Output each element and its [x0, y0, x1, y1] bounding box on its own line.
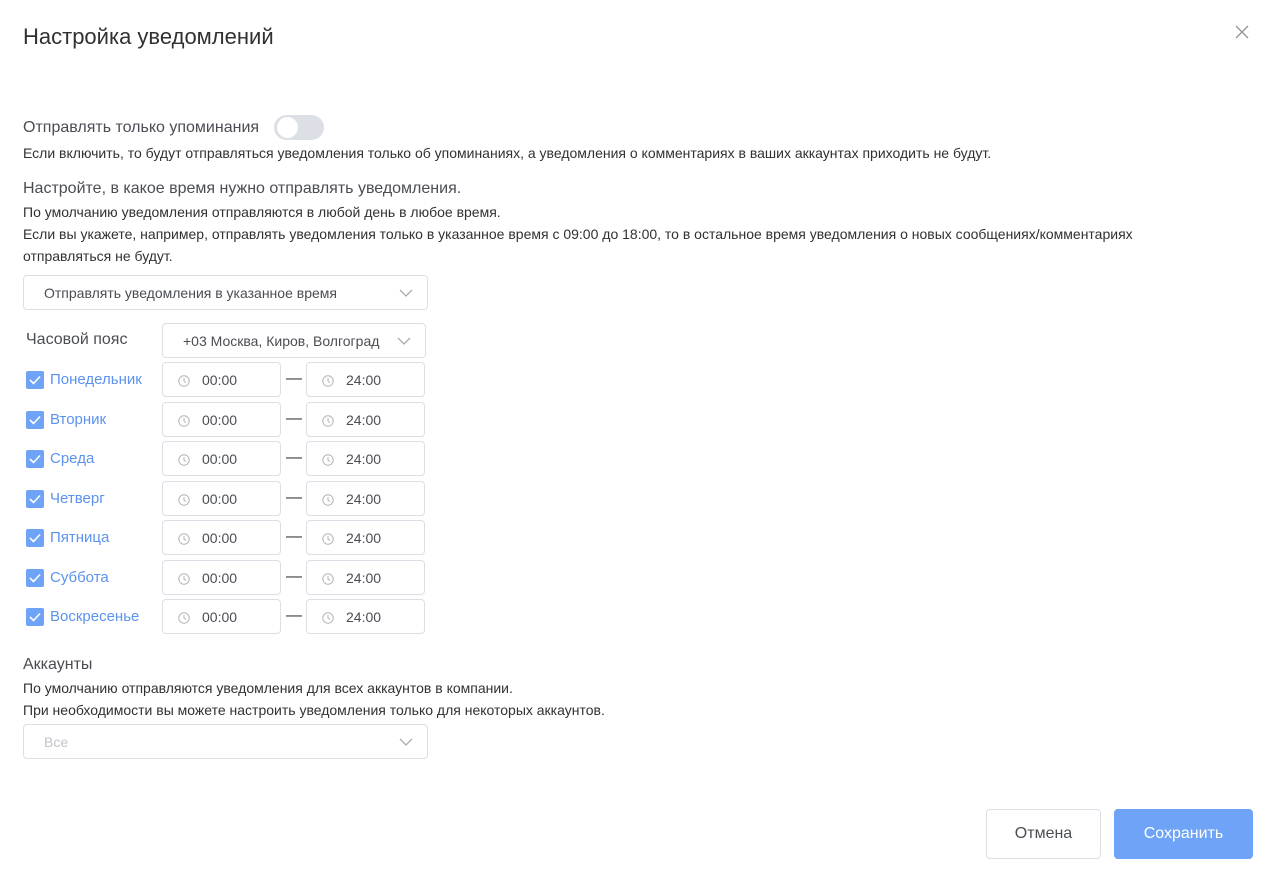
mentions-row: [23, 115, 324, 140]
chevron-down-icon: [399, 738, 427, 746]
clock-icon: [178, 493, 190, 505]
day-checkbox-row[interactable]: [26, 520, 109, 555]
close-icon[interactable]: [1234, 24, 1250, 40]
time-range-dash: —: [286, 489, 302, 506]
time-from-input[interactable]: [162, 520, 281, 555]
clock-icon: [322, 453, 334, 465]
chevron-down-icon: [397, 337, 425, 345]
mentions-toggle[interactable]: [274, 115, 324, 140]
time-from-value: 00:00: [202, 529, 238, 546]
time-to-value: 24:00: [346, 450, 382, 467]
time-range-dash: —: [286, 607, 302, 624]
chevron-down-icon: [399, 289, 427, 297]
time-from-value: 00:00: [202, 490, 238, 507]
checkbox-checked-icon[interactable]: [26, 411, 44, 429]
clock-icon: [322, 532, 334, 544]
accounts-select[interactable]: [23, 724, 428, 759]
time-to-input[interactable]: [306, 520, 425, 555]
save-button[interactable]: Сохранить: [1114, 809, 1253, 859]
accounts-title: Аккаунты: [23, 656, 93, 673]
accounts-description-2: При необходимости вы можете настроить уведомления только для некоторых аккаунтов.: [23, 702, 605, 718]
time-to-value: 24:00: [346, 371, 382, 388]
time-from-value: 00:00: [202, 608, 238, 625]
time-to-input[interactable]: [306, 402, 425, 437]
time-to-value: 24:00: [346, 608, 382, 625]
time-from-value: 00:00: [202, 371, 238, 388]
day-label: Понедельник: [50, 371, 142, 388]
day-label: Вторник: [50, 411, 107, 428]
mentions-description: Если включить, то будут отправляться уведомления только об упоминаниях, а уведомления о комментариях в ваших аккаунтах приходить не будут.: [23, 145, 992, 161]
cancel-button[interactable]: Отмена: [986, 809, 1101, 859]
clock-icon: [178, 532, 190, 544]
day-label: Четверг: [50, 490, 105, 507]
checkbox-checked-icon[interactable]: [26, 450, 44, 468]
schedule-mode-value: Отправлять уведомления в указанное время: [44, 284, 337, 301]
clock-icon: [178, 374, 190, 386]
checkbox-checked-icon[interactable]: [26, 371, 44, 389]
time-from-value: 00:00: [202, 569, 238, 586]
timezone-select[interactable]: [162, 323, 426, 358]
schedule-description-2: Если вы укажете, например, отправлять уведомления только в указанное время с 09:00 до 18:00, то в остальное время уведомления о новых сообщениях/комментариях отправляться не будут.: [23, 226, 1133, 264]
time-range-dash: —: [286, 410, 302, 427]
schedule-mode-select[interactable]: [23, 275, 428, 310]
time-from-input[interactable]: [162, 441, 281, 476]
checkbox-checked-icon[interactable]: [26, 608, 44, 626]
clock-icon: [322, 611, 334, 623]
clock-icon: [178, 572, 190, 584]
time-from-input[interactable]: [162, 362, 281, 397]
time-from-input[interactable]: [162, 599, 281, 634]
clock-icon: [322, 572, 334, 584]
checkbox-checked-icon[interactable]: [26, 569, 44, 587]
clock-icon: [322, 493, 334, 505]
schedule-title: Настройте, в какое время нужно отправлять уведомления.: [23, 180, 462, 197]
time-to-value: 24:00: [346, 569, 382, 586]
time-to-input[interactable]: [306, 481, 425, 516]
time-from-value: 00:00: [202, 411, 238, 428]
day-label: Суббота: [50, 569, 109, 586]
time-to-value: 24:00: [346, 490, 382, 507]
day-checkbox-row[interactable]: [26, 441, 94, 476]
accounts-description-1: По умолчанию отправляются уведомления для всех аккаунтов в компании.: [23, 680, 513, 696]
toggle-knob: [277, 117, 298, 138]
clock-icon: [322, 414, 334, 426]
time-to-input[interactable]: [306, 362, 425, 397]
clock-icon: [178, 611, 190, 623]
time-to-input[interactable]: [306, 599, 425, 634]
day-label: Воскресенье: [50, 608, 140, 625]
day-checkbox-row[interactable]: [26, 362, 142, 397]
time-from-value: 00:00: [202, 450, 238, 467]
time-from-input[interactable]: [162, 402, 281, 437]
schedule-description-1: По умолчанию уведомления отправляются в любой день в любое время.: [23, 204, 501, 220]
time-from-input[interactable]: [162, 481, 281, 516]
clock-icon: [178, 453, 190, 465]
day-checkbox-row[interactable]: [26, 481, 105, 516]
mentions-label: Отправлять только упоминания: [23, 118, 260, 136]
day-label: Среда: [50, 450, 95, 467]
time-to-value: 24:00: [346, 529, 382, 546]
accounts-placeholder: Все: [44, 733, 69, 750]
checkbox-checked-icon[interactable]: [26, 529, 44, 547]
time-to-value: 24:00: [346, 411, 382, 428]
day-checkbox-row[interactable]: [26, 402, 106, 437]
time-to-input[interactable]: [306, 560, 425, 595]
timezone-value: +03 Москва, Киров, Волгоград: [183, 332, 380, 349]
timezone-label: Часовой пояс: [26, 331, 128, 348]
day-checkbox-row[interactable]: [26, 560, 109, 595]
time-from-input[interactable]: [162, 560, 281, 595]
day-label: Пятница: [50, 529, 110, 546]
clock-icon: [178, 414, 190, 426]
checkbox-checked-icon[interactable]: [26, 490, 44, 508]
time-to-input[interactable]: [306, 441, 425, 476]
time-range-dash: —: [286, 370, 302, 387]
time-range-dash: —: [286, 449, 302, 466]
time-range-dash: —: [286, 528, 302, 545]
dialog-title: Настройка уведомлений: [23, 24, 274, 49]
time-range-dash: —: [286, 568, 302, 585]
clock-icon: [322, 374, 334, 386]
day-checkbox-row[interactable]: [26, 599, 139, 634]
